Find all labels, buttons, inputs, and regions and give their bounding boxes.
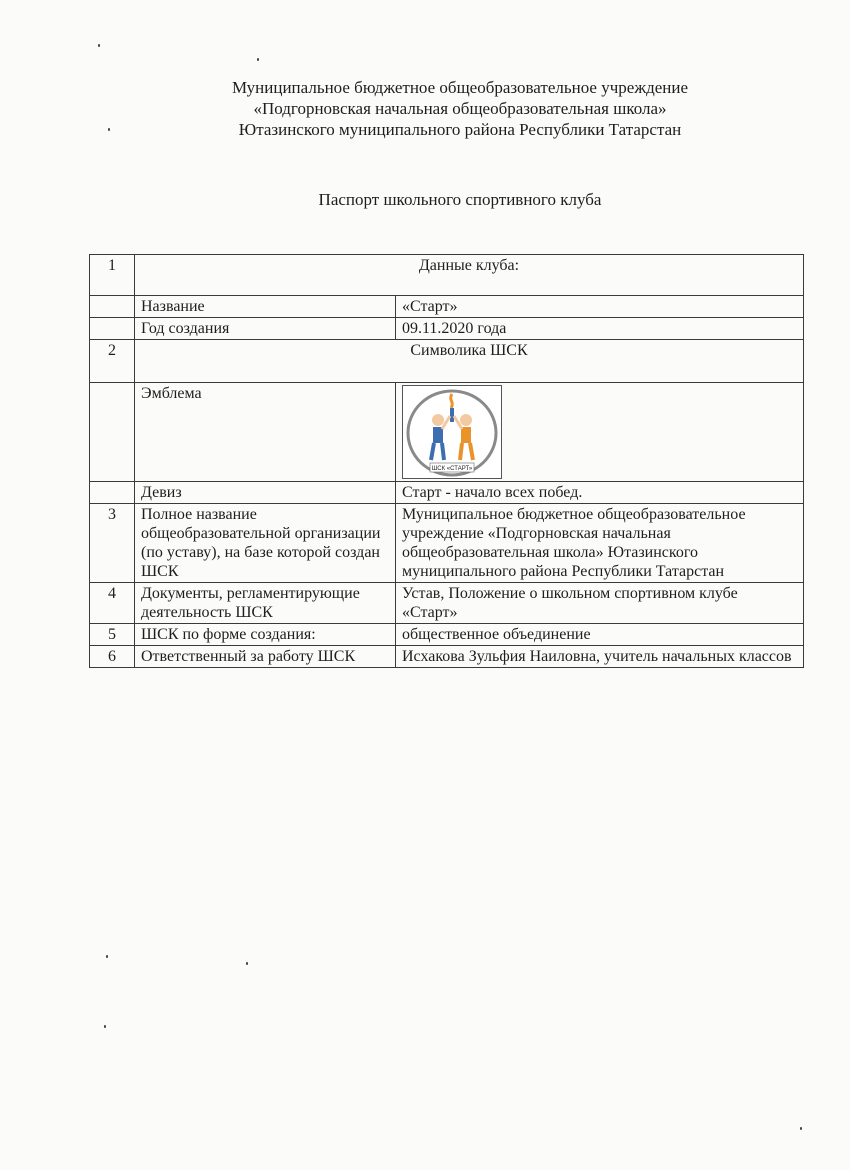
row-number: 2 bbox=[90, 340, 135, 383]
child-right-legs bbox=[460, 443, 473, 460]
child-left-body bbox=[433, 427, 443, 443]
header-line-1: Муниципальное бюджетное общеобразовательное учреждение bbox=[231, 78, 689, 97]
scan-speck bbox=[104, 1025, 106, 1028]
scan-speck bbox=[800, 1127, 802, 1130]
torch-flame-icon bbox=[451, 394, 453, 408]
responsible-person-row bbox=[90, 646, 804, 668]
field-label: Эмблема bbox=[135, 383, 396, 482]
emblem-cell bbox=[396, 383, 804, 482]
row-number-empty bbox=[90, 383, 135, 482]
row-number: 4 bbox=[90, 583, 135, 624]
field-value: Исхакова Зульфия Наиловна, учитель начальных классов bbox=[396, 646, 804, 668]
full-name-row bbox=[90, 504, 804, 583]
scan-speck bbox=[106, 955, 108, 958]
field-value: Муниципальное бюджетное общеобразовательное учреждение «Подгорновская начальная общеобразовательная школа» Ютазинского муниципального района Республики Татарстан bbox=[396, 504, 804, 583]
field-label: Год создания bbox=[135, 318, 396, 340]
child-right-body bbox=[461, 427, 471, 443]
section-symbols-row bbox=[90, 340, 804, 383]
row-number-empty bbox=[90, 318, 135, 340]
row-number-empty bbox=[90, 482, 135, 504]
field-value: Устав, Положение о школьном спортивном клубе «Старт» bbox=[396, 583, 804, 624]
section-title: Символика ШСК bbox=[135, 340, 804, 383]
documents-row bbox=[90, 583, 804, 624]
header-line-2: «Подгорновская начальная общеобразовательная школа» bbox=[253, 99, 667, 118]
emblem-row bbox=[90, 383, 804, 482]
club-passport-table bbox=[89, 254, 804, 668]
row-number-empty bbox=[90, 296, 135, 318]
child-right-head bbox=[460, 414, 472, 426]
row-number: 6 bbox=[90, 646, 135, 668]
scan-speck bbox=[257, 58, 259, 61]
field-value: Старт - начало всех побед. bbox=[396, 482, 804, 504]
club-name-row bbox=[90, 296, 804, 318]
emblem-logo-text: ШСК «СТАРТ» bbox=[431, 466, 473, 472]
form-of-creation-row bbox=[90, 624, 804, 646]
field-label: Документы, регламентирующие деятельность ШСК bbox=[135, 583, 396, 624]
row-number: 1 bbox=[90, 255, 135, 296]
field-value: 09.11.2020 года bbox=[396, 318, 804, 340]
field-label: Полное название общеобразовательной организации (по уставу), на базе которой создан ШСК bbox=[135, 504, 396, 583]
field-value: «Старт» bbox=[396, 296, 804, 318]
child-left-head bbox=[432, 414, 444, 426]
row-number: 5 bbox=[90, 624, 135, 646]
founding-year-row bbox=[90, 318, 804, 340]
document-title: Паспорт школьного спортивного клуба bbox=[318, 190, 602, 209]
field-label: Ответственный за работу ШСК bbox=[135, 646, 396, 668]
child-left-legs bbox=[431, 443, 444, 460]
scan-speck bbox=[246, 962, 248, 965]
row-number: 3 bbox=[90, 504, 135, 583]
field-label: Девиз bbox=[135, 482, 396, 504]
field-value: общественное объединение bbox=[396, 624, 804, 646]
field-label: ШСК по форме создания: bbox=[135, 624, 396, 646]
institution-header bbox=[150, 77, 770, 140]
club-emblem-logo bbox=[402, 385, 502, 479]
section-title: Данные клуба: bbox=[135, 255, 804, 296]
motto-row bbox=[90, 482, 804, 504]
section-club-data-row bbox=[90, 255, 804, 296]
field-label: Название bbox=[135, 296, 396, 318]
torch-handle-icon bbox=[450, 408, 454, 422]
header-line-3: Ютазинского муниципального района Республики Татарстан bbox=[238, 120, 682, 139]
scan-speck bbox=[108, 128, 110, 131]
scan-speck bbox=[98, 44, 100, 47]
